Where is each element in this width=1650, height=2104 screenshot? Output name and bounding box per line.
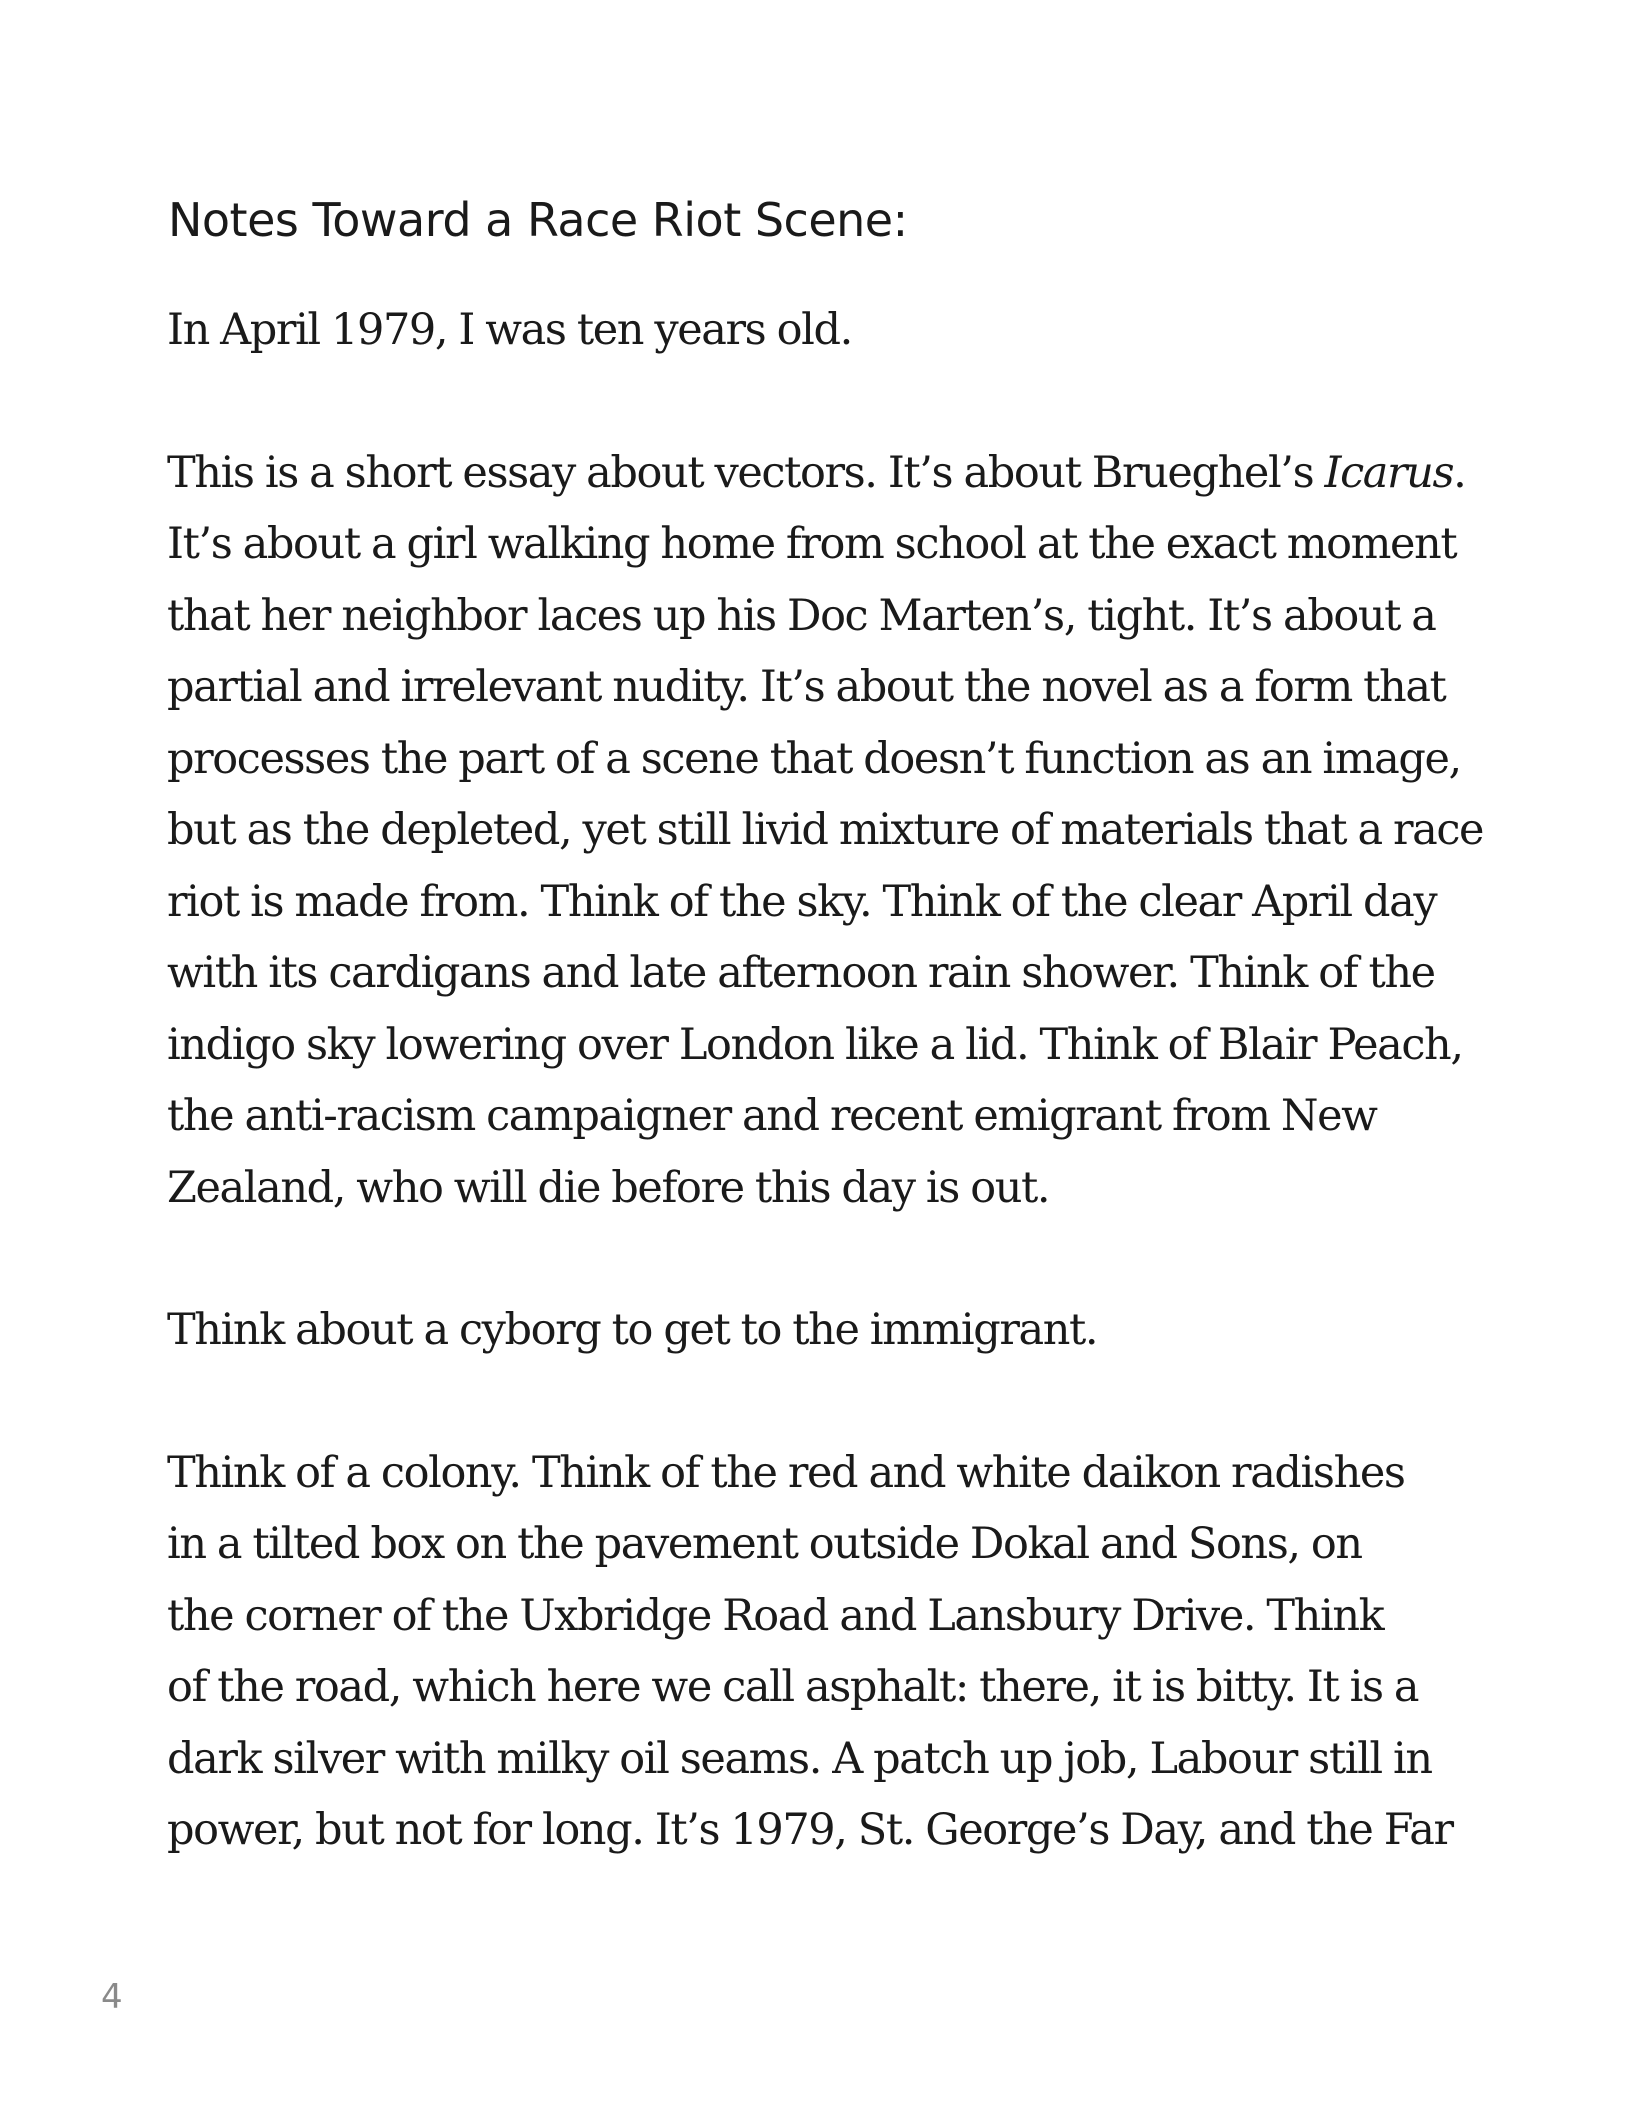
text-line: in a tilted box on the pavement outside Dokal and Sons, on [167,1519,1362,1569]
text-line: Zealand, who will die before this day is out. [167,1162,1050,1213]
text-line [167,438,1507,510]
text-run: . [1453,447,1466,498]
text-line: indigo sky lowering over London like a lid. Think of Blair Peach, [167,1019,1463,1070]
text-line: the anti-racism campaigner and recent emigrant from New [167,1091,1377,1141]
text-line: that her neighbor laces up his Doc Marten’s, tight. It’s about a [167,590,1436,641]
text-line: power, but not for long. It’s 1979, St. George’s Day, and the Far [167,1805,1453,1855]
text-line: the corner of the Uxbridge Road and Lansbury Drive. Think [167,1590,1384,1641]
essay-body [167,295,1507,1938]
text-line: In April 1979, I was ten years old. [167,305,852,355]
text-line: partial and irrelevant nudity. It’s about the novel as a form that [167,662,1446,712]
text-line: of the road, which here we call asphalt: there, it is bitty. It is a [167,1662,1419,1712]
italic-title: Icarus [1324,447,1454,498]
text-line: but as the depleted, yet still livid mixture of materials that a race [167,805,1484,855]
text-line: Think of a colony. Think of the red and white daikon radishes [167,1447,1405,1498]
essay-title: Notes Toward a Race Riot Scene: [168,193,908,247]
text-line: Think about a cyborg to get to the immigrant. [167,1305,1098,1355]
text-run: This is a short essay about vectors. It’s about Brueghel’s [167,447,1325,498]
paragraph-1 [167,295,1507,367]
text-line: processes the part of a scene that doesn’t function as an image, [167,733,1461,784]
text-line: It’s about a girl walking home from school at the exact moment [167,519,1457,569]
text-line: riot is made from. Think of the sky. Think of the clear April day [167,876,1437,927]
page-number: 4 [101,1977,123,2017]
paragraph-4 [167,1438,1507,1867]
text-line: dark silver with milky oil seams. A patch up job, Labour still in [167,1733,1432,1784]
paragraph-3 [167,1295,1507,1367]
paragraph-2 [167,438,1507,1225]
text-line: with its cardigans and late afternoon rain shower. Think of the [167,948,1435,998]
